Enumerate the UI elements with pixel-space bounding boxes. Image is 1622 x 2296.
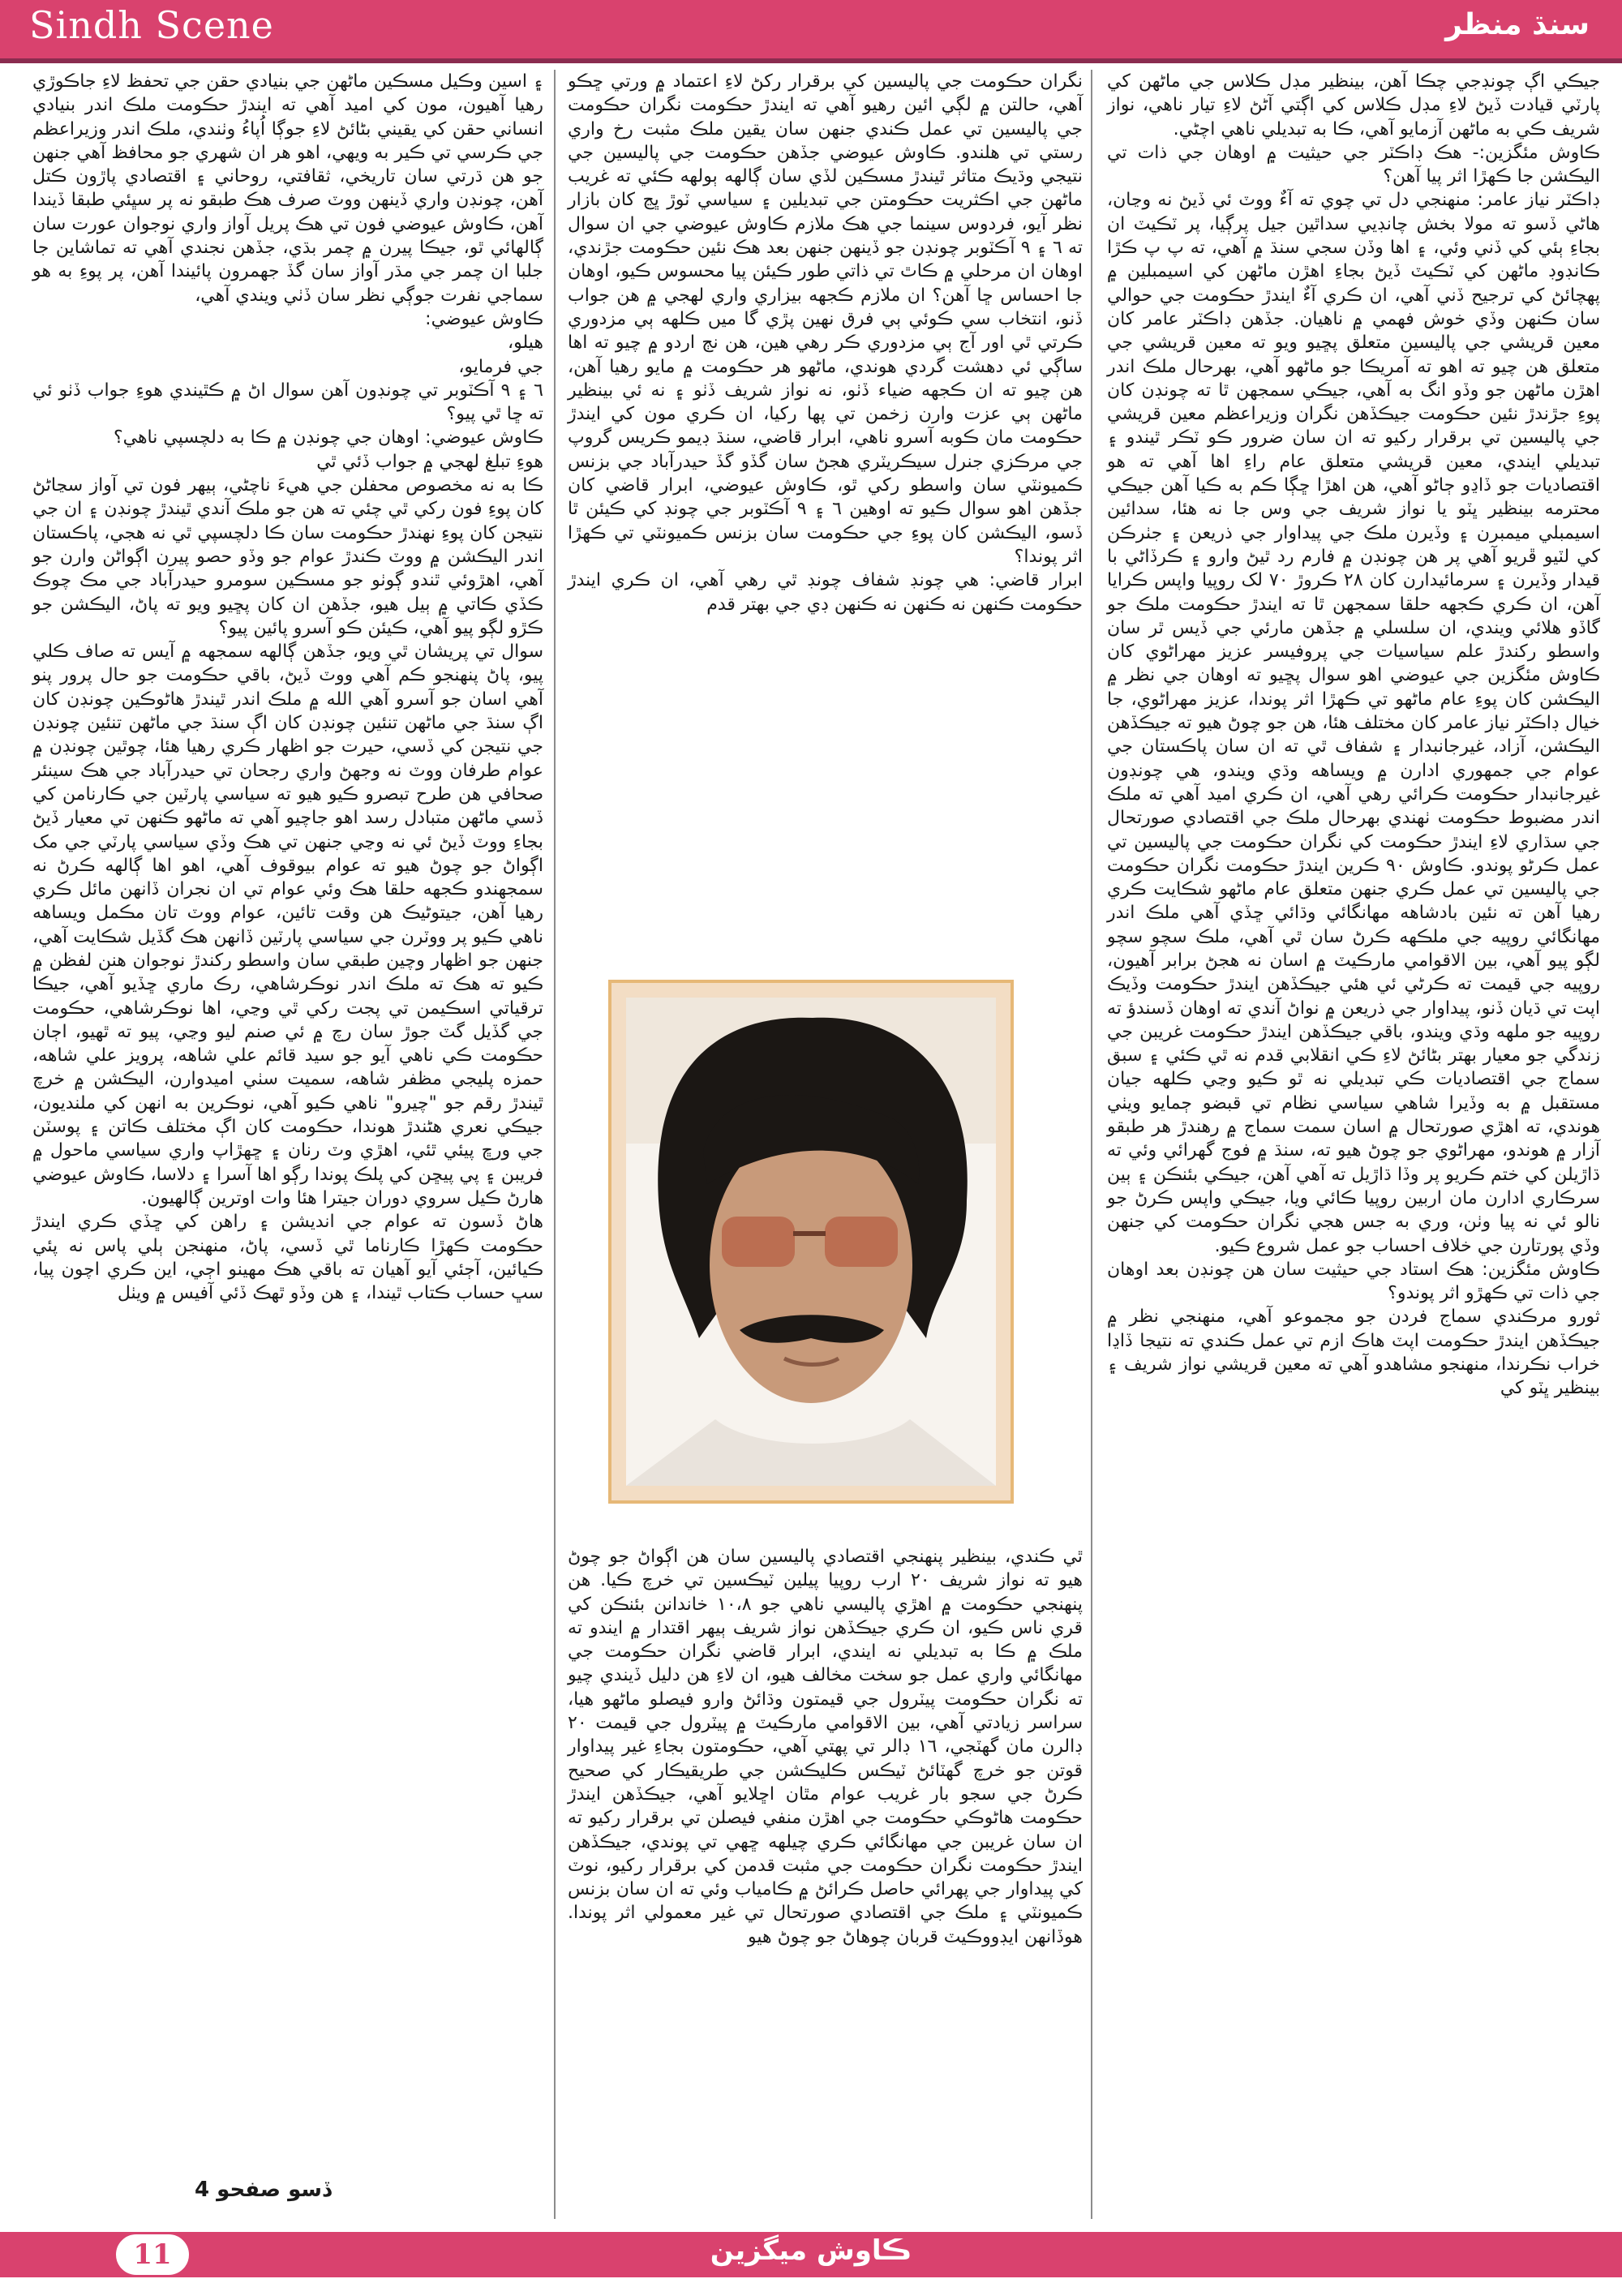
- continued-note: ڏسو صفحو 4: [195, 2178, 332, 2202]
- header-underline: [0, 58, 1622, 63]
- column-divider-left: [554, 70, 556, 2219]
- footer-magazine-name: ڪاوش ميگزين: [710, 2234, 912, 2267]
- article-column-middle-bottom: ٿي ڪندي، بينظير پنهنجي اقتصادي پاليسين سان هن اڳواڻ جو چوڻ هيو ته نواز شريف ٢٠ ارب روپيا پيلين ٽيڪسين تي خرچ ڪيا. هن پنهنجي حڪومت ۾ اهڙي پاليسي ناهي جو ١٠،٨ خاندانن بئنڪن کي قري ناس ڪيو، ان ڪري جيڪڏهن نواز شريف ٻيهر اقتدار ۾ ايندو ته ملڪ ۾ ڪا به تبديلي نه ايندي، ابرار قاضي نگران حڪومت جي مهانگائي واري عمل جو سخت مخالف هيو، ان لاءِ هن دليل ڏيندي چيو ته نگران حڪومت پيٽرول جي قيمتون وڌائڻ وارو فيصلو ماڻهو هيا، سراسر زيادتي آهي، بين الاقوامي مارڪيٽ ۾ پيٽرول جي قيمت ٢٠ ڊالرن مان گهٽجي، ١٦ ڊالر تي پهتي آهي، حڪومتون بجاءِ غير پيداوار قوتن جو خرچ گهٽائڻ ٽيڪس ڪليڪشن جي طريقيڪار کي صحيح ڪرڻ جي سجو بار غريب عوام مٿان اڇلايو آهي، جيڪڏهن ايندڙ حڪومت هاڻوڪي حڪومت جي اهڙن منفي فيصلن تي برقرار رکيو ته ان سان غريبن جي مهانگائي ڪري چيلهه ڇهي تي پوندي، جيڪڏهن ايندڙ حڪومت نگران حڪومت جي مثبت قدمن کي برقرار رکيو، نوٽ کي پيداوار جي پهرائي حاصل ڪرائڻ ۾ ڪامياب وئي ته ان سان بزنس ڪميونٽي ۽ ملڪ جي اقتصادي صورتحال تي غير معمولي اثر پوندا. هوڏانهن ايڊووڪيٽ قربان چوهاڻ جو چوڻ هيو: [562, 1547, 1083, 1947]
- article-column-middle-top: نگران حڪومت جي پاليسين کي برقرار رکڻ لاءِ اعتماد ۾ ورتي ڇڪو آهي، حالتن ۾ لڳي ائين رهيو آهي ته ايندڙ حڪومت نگران حڪومت جي پاليسين تي عمل ڪندي جنهن سان يقين ملڪ مثبت رخ واري رستي تي هلندو. ڪاوش عيوضي جڏهن حڪومت جي پاليسين جي نتيجي وڌيڪ متاثر ٿيندڙ مسڪين لڏي سان ڳالهه ٻولهه ڪئي ته غريب ماڻهن جي اڪثريت حڪومتن جي تبديلين ۽ سياسي ٽوڙ ڀڃ کان بازار نظر آيو، فردوس سينما جي هڪ ملازم ڪاوش عيوضي جي ان سوال ته ٦ ۽ ٩ آڪٽوبر چونڊن جو ڏينهن جنهن بعد هڪ نئين حڪومت جڙندي، اوهان ان مرحلي ۾ ڪاٿ تي ذاتي طور ڪيئن پيا محسوس ڪيو، اوهان جا احساس ڇا آهن؟ ان ملازم ڪجهه بيزاري واري لهجي ۾ هن جواب ڏنو، انتخاب سي ڪوئي ٻي فرق نهين پڙي گا ميں ڪلهه ٻي مزدوري ڪرتي ٿي اور آج ٻي مزدوري ڪر رهي هين، هن نڄ اردو ۾ چيو ته اها ساڳي ئي دهشت گردي هوندي، ماڻهو هر حڪومت ۾ مايو رهيا آهن، هن چيو ته ان ڪجهه ضياء ڏٺو، نه نواز شريف ڏٺو ۽ نه ئي بينظير ماڻهن ٻي عزت وارن زخمن تي پها رکيا، ان ڪري مون کي ايندڙ حڪومت مان ڪوبه آسرو ناهي، ابرار قاضي، سنڌ ڊيمو ڪريس گروپ جي مرڪزي جنرل سيڪريٽري هجڻ سان گڏو گڏ حيدرآباد جي بزنس ڪميونٽي سان واسطو رکي ٿو، ڪاوش عيوضي، ابرار قاضي کان جڏهن اهو سوال ڪيو ته اوهين ٦ ۽ ٩ آڪٽوبر جي چونڊ کي ڪيئن ٿا ڏسو، اليڪشن کان پوءِ جي حڪومت سان بزنس ڪميونٽي تي ڪهڙا اثر پوندا؟ ابرار قاضي: هي چونڊ شفاف چونڊ ٿي رهي آهي، ان ڪري ايندڙ حڪومت ڪنهن نه ڪنهن نه ڪنهن ڊي جي بهتر قدم: [568, 71, 1083, 615]
- page-number: 11: [114, 2232, 191, 2277]
- article-column-right: جيڪي اڳ چونڊجي چڪا آهن، بينظير مڊل ڪلاس جي ماڻهن کي پارٽي قيادت ڏيڻ لاءِ مڊل ڪلاس کي اڳتي آڻڻ لاءِ تيار ناهي، نواز شريف ڪي به ماڻهن آزمايو آهي، ڪا به تبديلي ناهي اچڻي. ڪاوش مئگزين:- هڪ ڊاڪٽر جي حيثيت ۾ اوهان جي ذات تي اليڪشن جا ڪهڙا اثر پيا آهن؟ ڊاڪٽر نياز عامر: منهنجي دل تي چوي ته آءٌ ووٽ ئي ڏيڻ نه وڃان، هاڻي ڏسو ته مولا بخش چانڊيي سداٿين جيل پرڳيا، پر ٽڪيٽ ان بجاءِ ٻئي کي ڏني وئي، ۽ اها وڏن سجي سنڌ ۾ آهي، ته پ پ ڪڙا ڪانڊوڊ ماڻهن کي ٽڪيٽ ڏيڻ بجاءِ اهڙن ماڻهن کي اسيمبلين ۾ پهچائڻ کي ترجيح ڏني آهي، ان ڪري آءٌ ايندڙ حڪومت جي حوالي سان ڪنهن وڏي خوش فهمي ۾ ناهيان. جڏهن ڊاڪٽر عامر کان معين قريشي جي پاليسين متعلق پڇيو ويو ته معين قريشي جي متعلق هن چيو ته اهو ته آمريڪا جو ماڻهو آهي، بهرحال ملڪ اندر اهڙن ماڻهن جو وڏو انگ به آهي، جيڪي سمجهن ٿا ته چونڊن کان پوءِ جڙندڙ نئين حڪومت جيڪڏهن نگران وزيراعظم معين قريشي جي پاليسين تي برقرار رکيو ته ان سان ضرور ڪو ٽڪر ٿيندو ۽ تبديلي ايندي، معين قريشي متعلق عام راءِ اها آهي ته هو اقتصاديات جو ڏاڍو ڄاڻو آهي، هن اهڙا ڇڳا ڪم به ڪيا آهن جيڪي محترمه بينظير ڀٽو يا نواز شريف جي وس جا نه هئا، سدائين اسيمبلي ميمبرن ۽ وڏيرن ملڪ جي پيداوار جي ذريعن ۽ جٺرڪن کي لٽيو ڦريو آهي پر هن چونڊن ۾ فارم رد ٿيڻ وارو ۽ ڪرڏاڻي با قيدار وڏيرن ۽ سرمائيدارن کان ٢٨ ڪروڙ ٧٠ لک روپيا واپس ڪرايا آهن، ان ڪري ڪجهه حلقا سمجهن ٿا ته ايندڙ حڪومت ملڪ جو گاڏو هلائي ويندي، ان سلسلي ۾ جڏهن مارئي جي ڏيس ٿر سان واسطو رکندڙ علم سياسيات جي پروفيسر عزيز مهراڻوي کان ڪاوش مئگزين جي عيوضي اهو سوال پڇيو ته اوهان جي نظر ۾ اليڪشن کان پوءِ عام ماڻهو تي ڪهڙا اثر پوندا، عزيز مهراڻوي، جا خيال ڊاڪٽر نياز عامر کان مختلف هئا، هن جو چوڻ هيو ته جيڪڏهن اليڪشن، آزاد، غيرجانبدار ۽ شفاف ٿي ته ان سان پاڪستان جي عوام جي جمهوري ادارن ۾ ويساهه وڌي ويندو، هي چونڊون غيرجانبدار حڪومت ڪرائي رهي آهي، ان ڪري اميد آهي ته ملڪ اندر مضبوط حڪومت ٺهندي بهرحال ملڪ جي اقتصادي صورتحال جي سڌاري لاءِ ايندڙ حڪومت کي نگران حڪومت جي پاليسين تي عمل ڪرڻو پوندو. ڪاوش ٩٠ ڪرين ايندڙ حڪومت نگران حڪومت جي پاليسين تي عمل ڪري جنهن متعلق عام ماڻهو شڪايت ڪري رهيا آهن ته نئين بادشاهه مهانگائي وڌائي ڇڏي آهي ملڪ اندر مهانگائي روپيه جي ملڪهه ڪرڻ سان ٿي آهي، ملڪ سچو سچو لڳو پيو آهي، بين الاقوامي مارڪيٽ ۾ اسان نه هجڻ برابر آهيون، روپيه جي قيمت ته ڪرڻي ئي هئي جيڪڏهن ايندڙ حڪومت وڏيڪ اپت تي ڌيان ڏنو، پيداوار جي ذريعن ۾ نواڻ آندي ته اوهان ڏسندؤ ته روپيه جو ملهه وڌي ويندو، باقي جيڪڏهن ايندڙ حڪومت غريبن جي زندگي جو معيار بهتر بڻائڻ لاءِ ڪي انقلابي قدم نه ٿي ڪئي ۽ سبق سماج جي اقتصاديات ڪي تبديلي نه ٿو ڪيو وڃي ڪلهه جيان مستقبل ۾ به وڏيرا شاهي سياسي نظام تي قبضو ڄمايو ويٺي هوندي، ته اهڙي صورتحال ۾ اسان سمت سماج ۾ رهندڙ هر طبقو آزار ۾ هوندو، مهراڻوي جو چوڻ هيو ته، سنڌ ۾ فوج گهرائي وئي ته ڌاڙيلن کي ختم ڪريو پر وڏا ڌاڙيل ته آهي آهن، جيڪي بئنڪن ۽ ٻين سرڪاري ادارن مان اربين روپيا ڪائي ويا، جيڪي واپس ڪرڻ جو نالو ئي نه پيا وٺن، وري به جس هجي نگران حڪومت کي جنهن وڏي پورتارن جي خلاف احساب جو عمل شروع ڪيو. ڪاوش مئگزين: هڪ استاد جي حيثيت سان هن چونڊن بعد اوهان جي ذات تي ڪهڙو اثر پوندو؟ ثورو مرڪندي سماج فردن جو مجموعو آهي، منهنجي نظر ۾ جيڪڏهن ايندڙ حڪومت اپٽ هاڪ ازم تي عمل ڪندي ته نتيجا ڏاڍا خراب نڪرندا، منهنجو مشاهدو آهي ته معين قريشي نواز شريف ۽ بينظير ڀٽو کي: [1107, 71, 1600, 1399]
- portrait-illustration: [626, 998, 996, 1486]
- page-bottom-margin: [0, 2277, 1622, 2296]
- article-column-left: ۽ اسين وڪيل مسڪين ماڻهن جي بنيادي حقن جي تحفظ لاءِ جاڪوڙي رهيا آهيون، مون کي اميد آهي ته ايندڙ حڪومت ملڪ اندر بنيادي انساني حقن کي يقيني بڻائڻ لاءِ جوڳا اُپاءُ وٺندي، ملڪ اندر وزيراعظم جي ڪرسي تي ڪير به ويهي، اهو هر ان شهري جو محافظ آهي جنهن جو هن ڌرتي سان تاريخي، ثقافتي، روحاني ۽ اقتصادي پاڙون ڪتل آهن، چونڊن واري ڏينهن ووٽ صرف هڪ طبقو نه پر سڀئي طبقا ڏيندا آهن، ڪاوش عيوضي فون تي هڪ پريل آواز واري نوجوان عورت سان ڳالهائي ٿو، جيڪا پيرن ۾ چمر بڌي، جڏهن نجندي آهي ته تماشاين جا جلبا ان چمر جي مڌر آواز سان گڏ جهمرون پائيندا آهن، پر پوءِ به هو سماجي نفرت جوڳي نظر سان ڏٺي ويندي آهي، ڪاوش عيوضي: هيلو، جي فرمايو، ٦ ۽ ٩ آڪٽوبر تي چونڊون آهن سوال اڻ ۾ ڪٿيندي هوءِ جواب ڏٺو ئي ته ڇا ٿي پيو؟ ڪاوش عيوضي: اوهان جي چونڊن ۾ ڪا به دلچسپي ناهي؟ هوءِ تبلغ لهجي ۾ جواب ڏئي ٿي ڪا به نه مخصوص محفلن جي هيءَ ناچڻي، ٻيهر فون تي آواز سڃاڻڻ کان پوءِ فون رکي ٿي چئي ته هن جو ملڪ آندي ٿيندڙ چونڊن ۽ ان جي نتيجن کان پوءِ نهندڙ حڪومت سان ڪا دلچسپي ٿي نه هجي، پاڪستان اندر اليڪشن ۾ ووٽ ڪندڙ عوام جو وڏو حصو پيرن اڳواڻن وارن جو آهي، اهڙوئي ٿندو ڳوٺو جو مسڪين سومرو حيدرآباد جي مڪ چوڪ ڪڏي ڪاتي ۾ ٻيل هيو، جڏهن ان کان پڇيو ويو ته پاڻ، اليڪشن جو ڪڙو لڳو پيو آهي، ڪيئن ڪو آسرو پائين پيو؟ سوال تي پريشان ٿي ويو، جڏهن ڳالهه سمجهه ۾ آيس ته صاف ڪلي پيو، پاڻ پنهنجو ڪم آهي ووٽ ڏيڻ، باقي حڪومت جو حال پرور پنو آهي اسان جو آسرو آهي الله ۾ ملڪ اندر ٿيندڙ هاڻوڪين چونڊن کان اڳ سنڌ جي ماڻهن تنئين چونڊن کان اڳ سنڌ جي ماڻهن تنئين چونڊن جي نتيجن کي ڏسي، حيرت جو اظهار ڪري رهيا هئا، چوٿين چونڊن ۾ عوام طرفان ووٽ نه وجهڻ واري رجحان تي حيدرآباد جي هڪ سينئر صحافي هن طرح تبصرو ڪيو هيو ته سياسي پارٽين جي ڪارنامن کي ڏسي ماڻهن متبادل رسد اهو جاچيو آهي ته ماڻهو ڪنهن تي معيار ڏيڻ بجاءِ ووٽ ڏيڻ ئي نه وڃي جنهن تي هڪ وڏي سياسي پارٽي جي مک اڳواڻ جو چوڻ هيو ته عوام بيوقوف آهي، اهو اها ڳالهه ڪرڻ نه سمجهندو ڪجهه حلقا هڪ وئي عوام تي ان نجران ڏانهن مائل ڪري رهيا آهن، جيتوڻيڪ هن وقت تائين، عوام ووٽ تان مڪمل ويساهه ناهي ڪيو پر ووٽرن جي سياسي پارٽين ڏانهن هڪ گڏيل شڪايت آهي، جنهن جو اظهار وچين طبقي سان واسطو رکندڙ نوجوان هنن لفظن ۾ ڪيو ته هڪ ته ملڪ اندر نوڪرشاهي، رڪ ماري ڇڏيو آهي، جيڪا ترقياتي اسڪيمن تي پجت رکي ٿي وڃي، اها نوڪرشاهي، حڪومت جي گڏيل گٽ جوڙ سان رچ ۾ ئي صنم ليو وڃي، پيو ته ٿهيو، اڄان حڪومت ڪي ناهي آيو جو سيد قائم علي شاهه، پرويز علي شاهه، حمزه پليجي مظفر شاهه، سميت سٺي اميدوارن، اليڪشن ۾ خرچ ٿيندڙ رقم جو "چيرو" ناهي ڪيو آهي، نوڪرين به انهن کي ملنديون، جيڪي نعري هڻندڙ هوندا، حڪومت کان اڳ مختلف ڪاتن ۽ پوسٽن جي ورڇ پيئي ٿئي، اهڙي وٽ رنان ۽ ڇهڙاپ واري سياسي ماحول ۾ فريبن ۽ پي پيڇن کي پلڪ پوندا رڳو اها آسرا ۽ دلاسا، ڪاوش عيوضي هارڻ ڪيل سروي دوران جيترا هئا وات اوترين ڳالهيون. هاڻ ڏسون ته عوام جي انديشن ۽ راهن کي ڇڏي ڪري ايندڙ حڪومت ڪهڙا ڪارناما ٿي ڏسي، پاڻ، منهنجن ٻلي پاس نه پئي ڪيائين، آڄئي آيو آهيان ته باقي هڪ مهينو اڄي، اين ڪري اچون پيا، سڀ حساب ڪتاب ٿيندا، ۽ هن وڏو ٿهڪ ڏئي آفيس ۾ ويٺل: [32, 71, 543, 1304]
- header-left-title: Sindh Scene: [29, 3, 274, 47]
- portrait-photo: [626, 998, 996, 1486]
- column-divider-right: [1091, 70, 1092, 2219]
- portrait-photo-frame: [608, 980, 1014, 1504]
- header-right-title: سنڌ منظر: [1445, 8, 1590, 41]
